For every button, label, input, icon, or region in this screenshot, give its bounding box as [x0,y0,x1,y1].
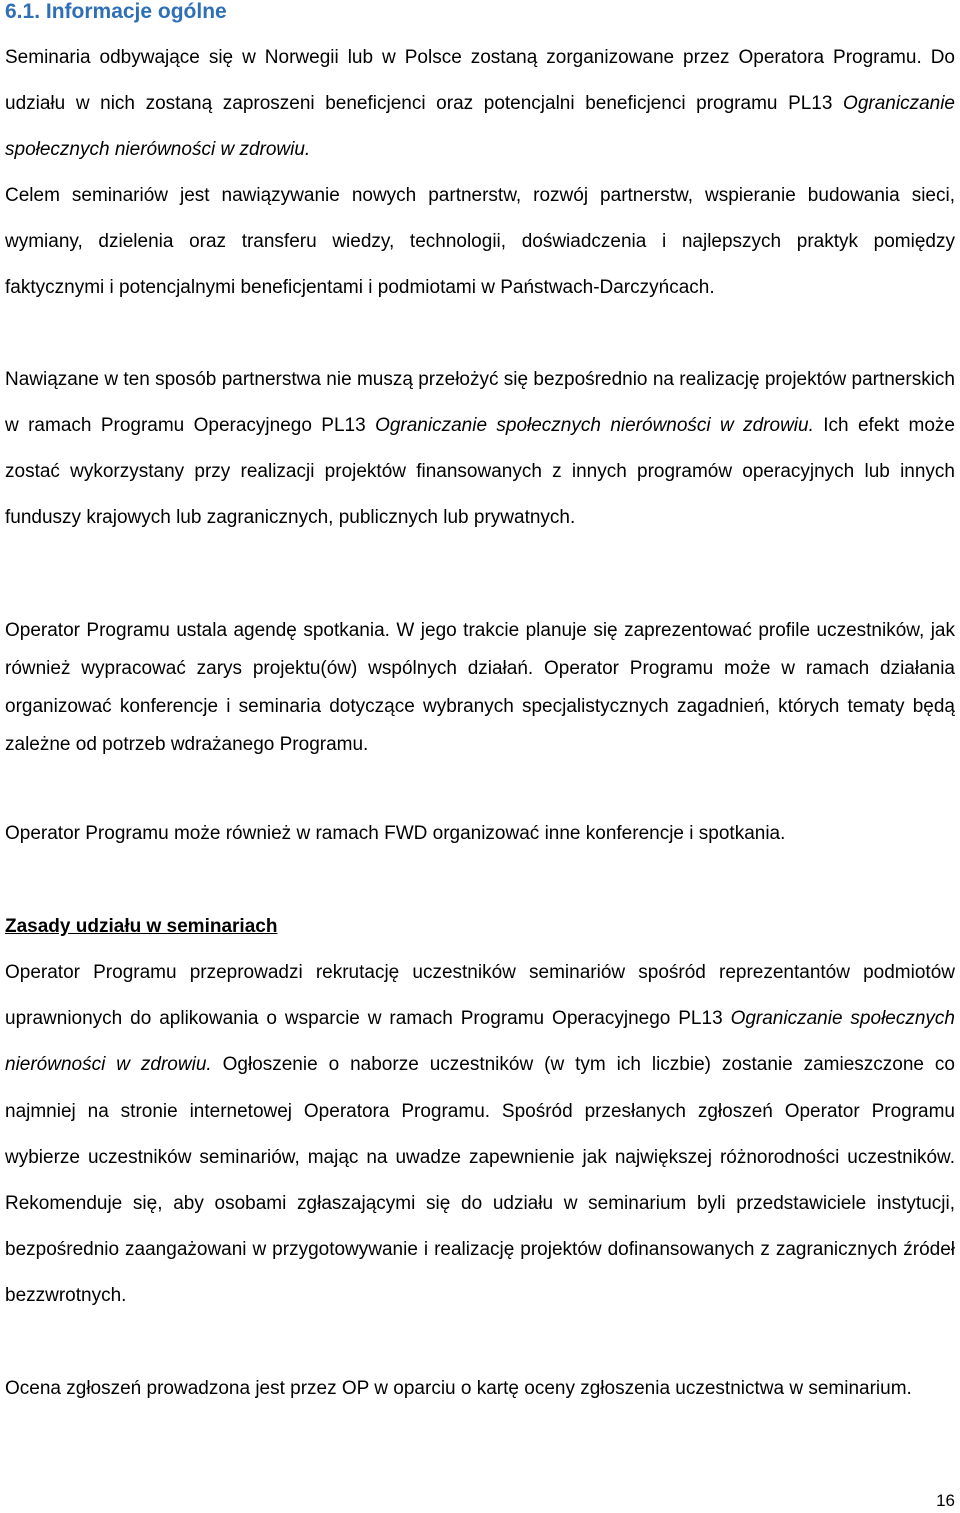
paragraph-text: Ich efekt może zostać wykorzystany przy realizacji projektów finansowanych z innych programów operacyjnych lub innych funduszy krajowych lub zagranicznych, publicznych lub prywatnych. [5,415,956,528]
paragraph-evaluation: Ocena zgłoszeń prowadzona jest przez OP w oparciu o kartę oceny zgłoszenia uczestnictwa w seminarium. [5,1378,912,1399]
page-number: 16 [936,1491,955,1510]
paragraph-text: Nawiązane w ten sposób partnerstwa nie muszą przełożyć się bezpośrednio na realizację projektów partnerskich w ramach Programu Operacyjnego PL13 [5,369,955,436]
program-name-italic: Ograniczanie społecznych nierówności w zdrowiu. [5,1008,955,1076]
paragraph-text: Ogłoszenie o naborze uczestników (w tym ich liczbie) zostanie zamieszczone co najmniej na stronie internetowej Operatora Programu. Spośród przesłanych zgłoszeń Operator Programu wybierze uczestników seminariów, mając na uwadze zapewnienie jak największej różnorodności uczestników. Rekomenduje się, aby osobami zgłaszającymi się do udziału w seminarium byli przedstawiciele instytucji, bezpośrednio zaangażowani w przygotowywanie i realizację projektów dofinansowanych z zagranicznych źródeł bezzwrotnych. [5,1054,956,1307]
subsection-heading: Zasady udziału w seminariach [5,916,278,937]
paragraph-seminars-goal: Celem seminariów jest nawiązywanie nowych partnerstw, rozwój partnerstw, wspieranie budowania sieci, wymiany, dzielenia oraz transferu wiedzy, technologii, doświadczenia i najlepszych praktyk pomiędzy faktycznymi i potencjalnymi beneficjentami i podmiotami w Państwach-Darczyńcach. [5,185,955,298]
program-name-italic: Ograniczanie społecznych nierówności w zdrowiu. [5,93,955,160]
paragraph-text: Operator Programu przeprowadzi rekrutację uczestników seminariów spośród reprezentantów podmiotów uprawnionych do aplikowania o wsparcie w ramach Programu Operacyjnego PL13 [5,962,955,1030]
section-heading: 6.1. Informacje ogólne [5,0,227,23]
paragraph-seminars-intro [5,35,955,173]
program-name-italic: Ograniczanie społecznych nierówności w zdrowiu. [375,415,814,436]
paragraph-other-conferences: Operator Programu może również w ramach FWD organizować inne konferencje i spotkania. [5,823,786,844]
paragraph-agenda: Operator Programu ustala agendę spotkania. W jego trakcie planuje się zaprezentować profile uczestników, jak również wypracować zarys projektu(ów) wspólnych działań. Operator Programu może w ramach działania organizować konferencje i seminaria dotyczące wybranych specjalistycznych zagadnień, których tematy będą zależne od potrzeb wdrażanego Programu. [5,620,955,755]
paragraph-text: Seminaria odbywające się w Norwegii lub w Polsce zostaną zorganizowane przez Operatora Programu. Do udziału w nich zostaną zaproszeni beneficjenci oraz potencjalni beneficjenci programu PL13 [5,47,955,114]
paragraph-partnerships [5,357,955,541]
paragraph-recruitment [5,950,955,1320]
